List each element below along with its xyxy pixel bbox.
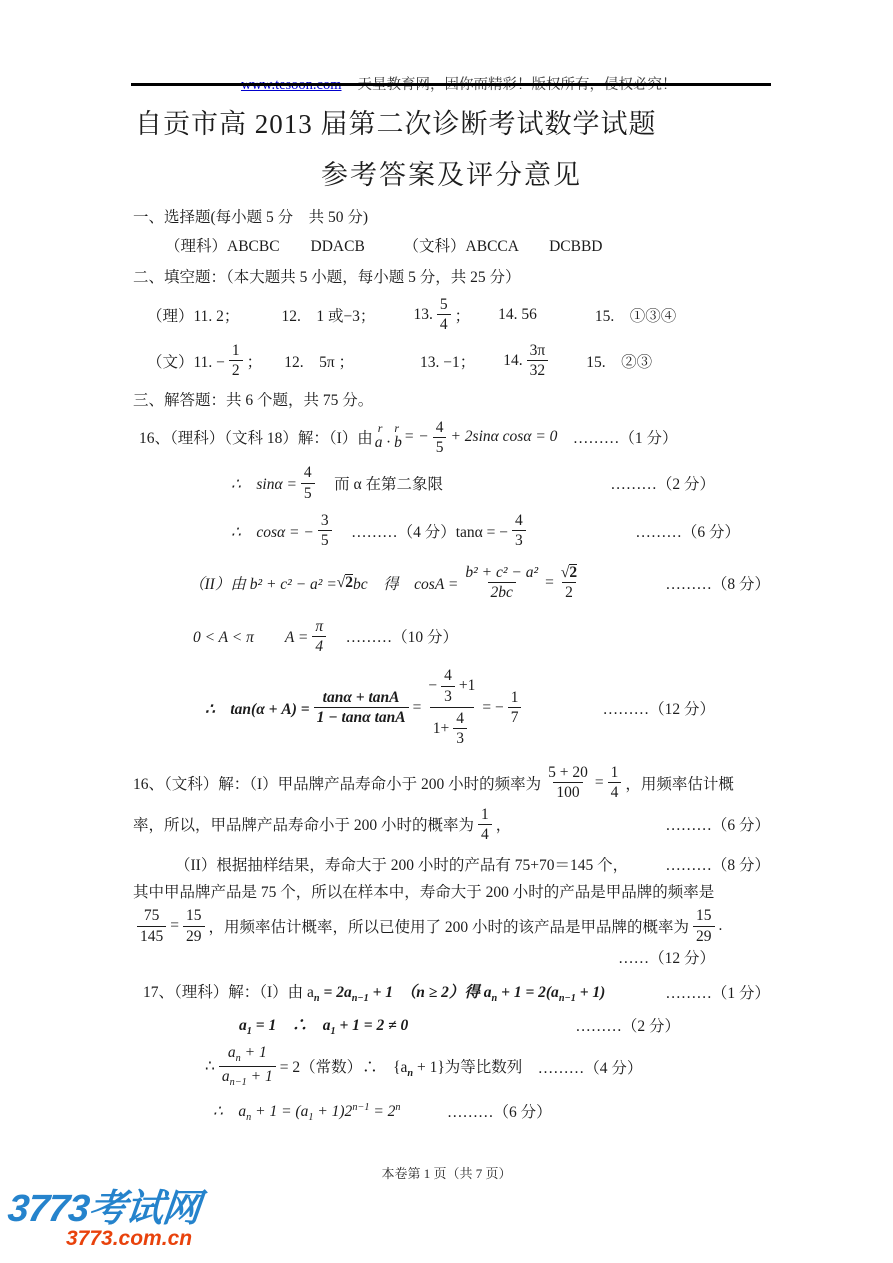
solve-heading-text: 三、解答题：共 6 个题，共 75 分。	[133, 391, 374, 409]
blank-sci-14: 14. 56	[498, 305, 537, 323]
q17-line1	[143, 980, 770, 1004]
q17-l2-score: ………（2 分）	[575, 1018, 680, 1036]
q17-l4-score: ………（6 分）	[400, 1103, 552, 1121]
sqrt-2-over-2: √2	[560, 563, 578, 581]
q16sci-l3-mid: ………（4 分）tanα = −	[335, 523, 509, 541]
q16sci-l4-pre: （II）由 b² + c² − a² =	[189, 575, 337, 593]
solve-heading	[133, 388, 770, 410]
choice-answers	[165, 234, 770, 256]
q16sci-line5	[193, 617, 770, 657]
q16art-p2-score1: ………（8 分）	[665, 857, 770, 875]
blank-art-13: 13. −1；	[420, 353, 476, 371]
blank-art-12: 12. 5π ；	[284, 353, 355, 371]
q17-l3-fraction	[219, 1043, 276, 1090]
q16sci-l6-pre: ∴ tan(α + A) =	[205, 700, 310, 718]
blank-art-14-label: 14.	[503, 351, 523, 369]
q16art-p1-line2	[133, 805, 770, 845]
q17-l2-text: $a_1 = 1$ ∴ $a_1 + 1 = 2 \ne 0$	[239, 1017, 409, 1038]
blank-heading-text: 二、填空题：（本大题共 5 小题，每小题 5 分，共 25 分）	[133, 269, 521, 286]
q16art-p2-fraction3: $\frac{15}{29}$	[693, 906, 715, 946]
q16sci-l6-fraction1: $\frac{\tan\alpha + \tan A}{\text{1 − tanα tanA}}$	[314, 688, 409, 728]
q16sci-line3	[231, 511, 770, 551]
blank-sci-12: 12. 1 或−3；	[281, 307, 376, 325]
q17-l1-text: 17、（理科）解：（I）由 $a_n = 2a_{n-1} + 1$ （n ≥ 2）得 $a_n + 1 = 2(a_{n-1} + 1)$	[143, 984, 606, 1005]
q16sci-l3-fraction1: $\frac{3}{5}$	[318, 511, 332, 551]
blank-sci-13-label: 13.	[413, 305, 433, 323]
q16art-p1-fraction1: $\frac{5 + 20}{100}$	[548, 763, 588, 802]
q16art-p1-tail: ，用频率估计概	[625, 775, 734, 793]
blank-art-11-semi: ；	[246, 353, 263, 371]
sqrt-2bc: √2	[336, 573, 354, 591]
q17-line4	[213, 1099, 770, 1123]
q17-line2	[239, 1013, 770, 1037]
q16art-p1-score: ………（6 分）	[665, 817, 770, 835]
q17-l3-pre: ∴	[205, 1058, 215, 1076]
choice-heading-text: 一、选择题(每小题 5 分 共 50 分)	[133, 209, 369, 226]
blank-answers-science	[147, 295, 770, 335]
q16art-p2-mid: ，用频率估计概率，所以已使用了 200 小时的该产品是甲品牌的概率为	[208, 919, 690, 937]
q16sci-l6-nested-num-frac: $\frac{4}{3}$	[441, 666, 455, 706]
q16art-p2-score2: ……（12 分）	[618, 950, 715, 967]
header-slogan: 天星教育网，因你而精彩！版权所有，侵权必究！	[357, 77, 677, 93]
q16sci-l3-score: ………（6 分）	[635, 523, 740, 541]
q16sci-l2-pre: ∴ sinα =	[231, 476, 297, 494]
q16sci-l4-score: ………（8 分）	[665, 575, 770, 593]
q17-l3-score: ………（4 分）	[522, 1059, 643, 1077]
q16sci-l4-eq: =	[545, 573, 554, 591]
q16sci-l3-pre: ∴ cosα = −	[231, 523, 314, 541]
q16sci-l5-pre: 0 < A < π A =	[193, 629, 309, 647]
page-number: 本卷第 1 页（共 7 页）	[381, 1166, 512, 1181]
blank-art-11-fraction: $\frac{1}{2}$	[229, 341, 243, 381]
q16sci-l3-fraction2: $\frac{4}{3}$	[512, 511, 526, 551]
q16sci-l6-eq1: =	[412, 698, 422, 716]
q16art-p2-line1	[175, 853, 770, 875]
q16art-p1-eq: =	[594, 773, 604, 791]
blank-art-14-fraction: $\frac{3\pi}{32}$	[527, 341, 549, 381]
q16art-p1-l2pre: 率，所以，甲品牌产品寿命小于 200 小时的概率为	[133, 817, 475, 835]
q17-l4-text: ∴ $a_n + 1 = (a_1 + 1)2^{n-1} = 2^n$	[213, 1101, 401, 1124]
q16sci-line1	[139, 418, 770, 458]
q16sci-l6-fraction3: $\frac{1}{7}$	[508, 688, 522, 728]
page-title: 自贡市高 2013 届第二次诊断考试数学试题	[135, 109, 657, 139]
q16art-p2-line3	[133, 906, 770, 946]
watermark-site-name: 3773考试网	[5, 1188, 202, 1230]
q16sci-l2-post: 而 α 在第二象限	[318, 476, 444, 494]
q16sci-l2-fraction: $\frac{4}{5}$	[301, 463, 315, 503]
q16sci-line2	[231, 463, 770, 503]
q17-line3	[205, 1043, 770, 1090]
q17-l3-frac-num: $a_n + 1$	[227, 1044, 267, 1065]
watermark-site-url: 3773.com.cn	[66, 1227, 193, 1250]
q16art-p2-eq: =	[170, 917, 179, 935]
q16sci-line4	[189, 563, 770, 603]
q16sci-l6-eq2: = −	[482, 698, 504, 716]
q17-l1-score: ………（1 分）	[665, 985, 770, 1003]
q16art-p1-pre: 16、（文科）解：（I）甲品牌产品寿命小于 200 小时的频率为	[133, 775, 542, 793]
blank-heading	[133, 265, 770, 287]
q16art-p1-fraction2: $\frac{1}{4}$	[608, 763, 622, 803]
q16sci-l1-score: ………（1 分）	[557, 430, 678, 448]
vector-ab-notation: r r a · b	[374, 421, 402, 451]
blank-answers-arts	[147, 341, 770, 381]
q16sci-l2-score: ………（2 分）	[610, 476, 715, 494]
q16sci-l1-post: + 2sinα cosα = 0	[450, 428, 558, 446]
q16sci-l4-bc: bc 得 cosA =	[353, 575, 459, 593]
q16sci-l6-fraction2-num: − $\frac{4}{3}$ +1	[428, 667, 476, 705]
tesoon-link[interactable]: www.tesoon.com	[240, 77, 342, 93]
q17-l3-frac-den: $a_{n-1} + 1$	[219, 1066, 276, 1090]
choice-heading	[133, 205, 770, 227]
q16art-p2-scoreline	[133, 946, 770, 968]
blank-sci-13-fraction: $\frac{5}{4}$	[437, 295, 451, 335]
q16sci-l4-fraction2: $\frac{√2}{2}$	[558, 563, 580, 603]
q16art-p1-comma: ，	[495, 817, 512, 835]
q16sci-l6-score: ………（12 分）	[602, 700, 715, 718]
q16art-p2-fraction1: $\frac{75}{145}$	[137, 906, 166, 946]
blank-sci-13-semi: ；	[454, 307, 471, 325]
header-rule	[131, 83, 771, 86]
document-content	[133, 94, 770, 1123]
choice-answers-text: （理科）ABCBC DDACB （文科）ABCCA DCBBD	[165, 238, 603, 255]
q16art-p2-dot: .	[718, 917, 723, 935]
q16sci-l1-pre: 16、（理科）（文科 18）解：（I）由	[139, 430, 373, 448]
q16sci-l1-eq: = −	[403, 428, 429, 446]
page-subtitle: 参考答案及评分意见	[321, 160, 582, 190]
site-watermark	[5, 1188, 202, 1250]
blank-sci-15: 15. ①③④	[594, 307, 677, 325]
blank-art-11-pre: （文）11. −	[147, 353, 225, 371]
blank-sci-11: （理）11. 2；	[147, 307, 240, 325]
q16art-p2-l1: （II）根据抽样结果，寿命大于 200 小时的产品有 75+70＝145 个，	[175, 857, 629, 875]
q16sci-l4-fraction1: $\frac{\text{b² + c² − a²}}{2bc}$	[465, 563, 539, 602]
q16sci-l5-fraction: $\frac{\pi}{4}$	[312, 617, 326, 657]
q16sci-l5-score: ………（10 分）	[330, 629, 459, 647]
q16sci-l1-fraction: $\frac{4}{5}$	[433, 418, 447, 458]
blank-art-15: 15. ②③	[586, 353, 653, 371]
q16sci-line6	[205, 666, 770, 749]
q16sci-l6-nested-den-frac: $\frac{4}{3}$	[453, 709, 467, 749]
q17-l3-post: = 2（常数）∴ $\{a_n + 1\}$为等比数列	[279, 1058, 523, 1079]
q16art-p1-line1	[133, 763, 770, 803]
q16art-p2-line2	[133, 880, 770, 902]
q16art-p2-l2: 其中甲品牌产品是 75 个，所以在样本中，寿命大于 200 小时的产品是甲品牌的频率是	[133, 884, 715, 902]
q16art-p1-fraction3: $\frac{1}{4}$	[478, 805, 492, 845]
q16art-p2-fraction2: $\frac{15}{29}$	[183, 906, 205, 946]
q16sci-l6-fraction2-den: 1+ $\frac{4}{3}$	[430, 707, 474, 749]
q16sci-l6-fraction2	[425, 666, 478, 749]
